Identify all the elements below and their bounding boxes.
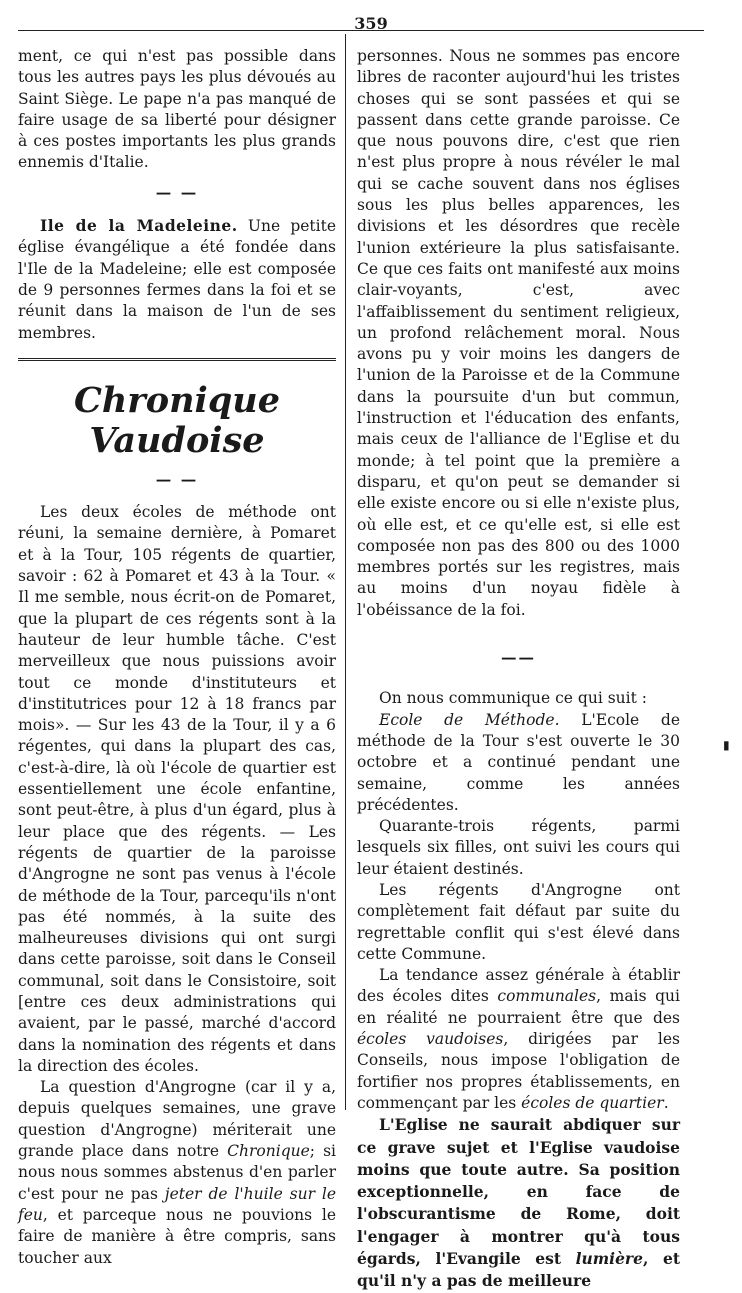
chronique-title: Chronique Vaudoise	[73, 379, 281, 461]
ecole-text: L'Ecole de méthode de la Tour s'est ouverte le 30 octobre et a continué pendant une semaine, comme les années précédentes.	[357, 710, 680, 814]
continuation-paragraph: personnes. Nous ne sommes pas encore libres de raconter aujourd'hui les tristes choses qui se sont passées et qui se passent dans cette grande paroisse. Ce que nous pouvons dire, c'est que rien n'est plus propre à nous révéler le mal qui se cache souvent dans nos églises sous les plus belles apparences, les divisions et les désordres que recèle l'union extérieure la plus satisfaisante. Ce que ces faits ont manifesté aux moins clair-voyants, c'est, avec l'affaiblissement du sentiment religieux, un profond relâchement moral. Nous avons pu y voir moins les dangers de l'union de la Paroisse et de la Commune dans la poursuite d'un but commun, l'instruction et l'éducation des enfants, mais ceux de l'alliance de l'Eglise et du monde; à tel point que la première a disparu, et qu'on peut se demander si elle existe encore ou si elle n'existe plus, où elle est, et ce qu'elle est, si elle est composée non pas des 800 ou des 1000 membres portés sur les registres, mais au moins d'un noyau fidèle à l'obéissance de la foi.	[357, 47, 680, 619]
italic-run: jeter de l'huile sur le feu	[18, 1184, 336, 1224]
ecole-paragraph	[357, 710, 680, 816]
text-run: , dirigées par les Conseils, nous impose l'obligation de fortifier nos propres établissements, en commençant par les	[357, 1030, 680, 1112]
section-rule	[18, 358, 336, 361]
column-divider	[345, 34, 346, 1110]
page-number: 359	[354, 14, 388, 33]
chronique-paragraph-1: Les deux écoles de méthode ont réuni, la semaine dernière, à Pomaret et à la Tour, 105 régents de quartier, savoir : 62 à Pomaret et 43 à la Tour. « Il me semble, nous écrit-on de Pomaret, que la plupart de ces régents sont à la hauteur de leur humble tâche. C'est merveilleux que nous puissions avoir tout ce monde d'instituteurs et d'institutrices pour 12 à 18 francs par mois». — Sur les 43 de la Tour, il y a 6 régentes, qui dans la plupart des cas, c'est-à-dire, là où l'école de quartier est essentiellement une école enfantine, sont peut-être, à plus d'un égard, plus à leur place que des régents. — Les régents de quartier de la paroisse d'Angrogne ne sont pas venus à l'école de méthode de la Tour, parcequ'ils n'ont pas été nommés, à la suite des malheureuses divisions qui ont surgi dans cette paroisse, soit dans le Conseil communal, soit dans le Consistoire, soit [entre ces deux administrations qui avaient, par le passé, marché d'accord dans la nomination des régents et dans la direction des écoles.	[18, 503, 336, 1075]
separator: ——	[501, 648, 536, 668]
intro-paragraph: ment, ce qui n'est pas possible dans tous les autres pays les plus dévoués au Saint Siège. Le pape n'a pas manqué de faire usage de sa liberté pour désigner à ces postes importants les plus grands ennemis d'Italie.	[18, 47, 336, 172]
quarante-paragraph: Quarante-trois régents, parmi lesquels six filles, ont suivi les cours qui leur étaient destinés.	[357, 817, 680, 878]
separator: — —	[155, 182, 199, 202]
communique-intro: On nous communique ce qui suit :	[379, 689, 647, 708]
header-rule	[18, 30, 704, 31]
italic-run: lumière	[575, 1249, 643, 1269]
italic-run: Chronique	[227, 1142, 310, 1161]
left-column	[18, 46, 336, 1269]
text-run: , et parceque nous ne pouvions le faire de manière à être compris, sans toucher aux	[18, 1205, 336, 1267]
text-run: , mais qui en réalité ne pourraient être que des	[357, 987, 680, 1027]
text-run: ; si nous nous sommes abstenus d'en parler c'est pour ne pas	[18, 1142, 336, 1203]
madeleine-heading: Ile de la Madeleine.	[40, 216, 238, 236]
italic-run: communales	[497, 987, 597, 1006]
madeleine-paragraph	[18, 215, 336, 344]
text-run: .	[663, 1093, 669, 1112]
tendance-paragraph	[357, 965, 680, 1114]
eglise-paragraph	[357, 1114, 680, 1292]
italic-run: écoles de quartier	[521, 1093, 664, 1112]
text-run: La tendance assez générale à établir des écoles dites	[357, 966, 680, 1006]
madeleine-text: Une petite église évangélique a été fondée dans l'Ile de la Madeleine; elle est composée de 9 personnes fermes dans la foi et se réunit dans la maison de l'un de ses membres.	[18, 217, 336, 342]
ecole-heading: Ecole de Méthode.	[379, 710, 560, 729]
margin-mark: ▮	[723, 738, 730, 752]
bold-run: L'Eglise ne saurait abdiquer sur ce grave sujet et l'Eglise vaudoise moins que toute autre. Sa position exceptionnelle, en face de l'obscurantisme de Rome, doit l'engager à montrer qu'à tous égards, l'Evangile est	[357, 1115, 680, 1269]
angrogne-paragraph: Les régents d'Angrogne ont complètement fait défaut par suite du regrettable conflit qui s'est élevé dans cette Commune.	[357, 880, 680, 963]
text-run: La question d'Angrogne (car il y a, depuis quelques semaines, une grave question d'Angrogne) mériterait une grande place dans notre	[18, 1078, 336, 1161]
chronique-paragraph-2	[18, 1077, 336, 1269]
bold-run: , et qu'il n'y a pas de meilleure	[357, 1249, 680, 1291]
italic-run: écoles vaudoises	[357, 1030, 504, 1049]
right-column	[357, 46, 680, 1293]
title-separator: — —	[155, 469, 199, 489]
